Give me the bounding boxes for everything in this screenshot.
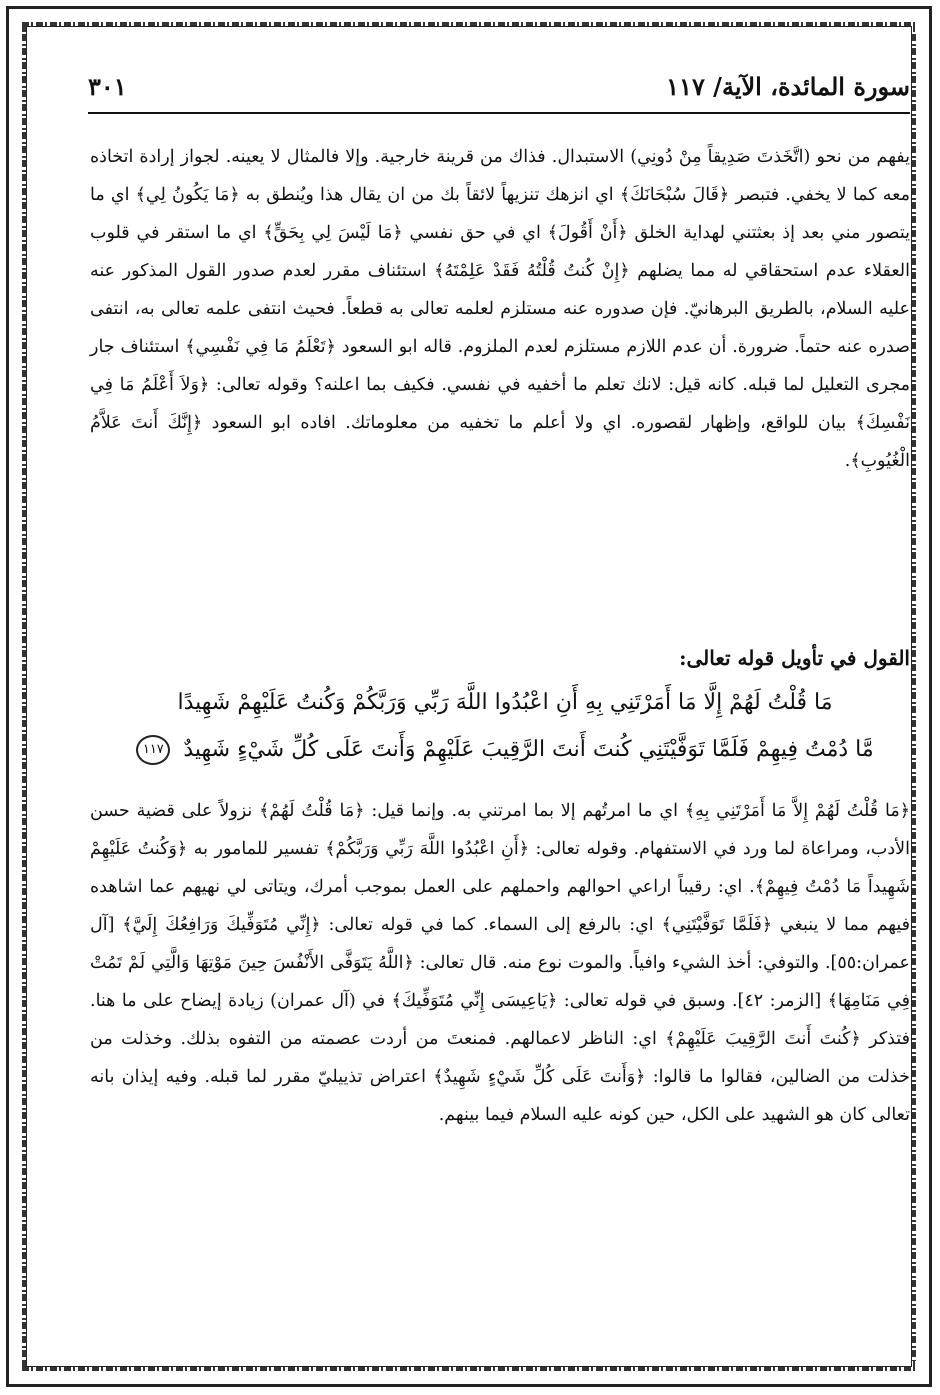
section-heading: القول في تأويل قوله تعالى: <box>679 646 910 670</box>
paragraph-text: ﴿مَا قُلْتُ لَهُمْ إِلاَّ مَا أَمَرْتَنِي بِهِ﴾ اي ما امرتُهم إلا بما امرتني به. وإنما قيل: ﴿مَا قُلْتُ لَهُمْ﴾ نزولاً على قضية حسن الأدب، ومراعاة لما ورد في الاستفهام. وقوله تعالى: ﴿أَنِ اعْبُدُوا اللَّهَ رَبِّي وَرَبَّكُمْ﴾ تفسير للمامور به ﴿وَكُنتُ عَلَيْهِمْ شَهِيداً مَا دُمْتُ فِيهِمْ﴾. اي: رقيباً اراعي احوالهم واحملهم على العمل بموجب أمرك، ويتاتى لي نهيهم عما اشاهده فيهم مما لا ينبغي ﴿فَلَمَّا تَوَفَّيْتَنِي﴾ اي: بالرفع إلى السماء. كما في قوله تعالى: ﴿إِنِّي مُتَوَفِّيكَ وَرَافِعُكَ إِلَيَّ﴾ [آل عمران:٥٥]. والتوفي: أخذ الشيء وافياً. والموت نوع منه. قال تعالى: ﴿اللَّهُ يَتَوَفَّى الأَنْفُسَ حِينَ مَوْتِهَا وَالَّتِي لَمْ تَمُتْ فِي مَنَامِهَا﴾ [الزمر: ٤٢]. وسبق في قوله تعالى: ﴿يَاعِيسَى إِنِّي مُتَوَفِّيكَ﴾ في (آل عمران) زيادة إيضاح على ما هنا. فتذكر ﴿كُنتَ أَنتَ الرَّقِيبَ عَلَيْهِمْ﴾ اي: الناظر لاعمالهم. فمنعتَ من أردت عصمته من التفوه بذلك. وخذلت من خذلت من الضالين، فقالوا ما قالوا: ﴿وَأَنتَ عَلَى كُلِّ شَيْءٍ شَهِيدٌ﴾ اعتراض تذييليّ مقرر لما قبله. وفيه إيذان بانه تعالى كان هو الشهيد على الكل، حين كونه عليه السلام فيما بينهم. <box>90 801 910 1125</box>
verse-line-2 <box>120 735 890 765</box>
page-number: ٣٠١ <box>88 72 127 101</box>
header-rule <box>88 112 910 114</box>
paragraph-text: يفهم من نحو (اتَّخَذتَ صَدِيقاً مِنْ دُونِي) الاستبدال. فذاك من قرينة خارجية. وإلا فالمثال لا يعينه. لجواز إرادة اتخاذه معه كما لا يخفي. فتبصر ﴿قَالَ سُبْحَانَكَ﴾ اي انزهك تنزيهاً لائقاً بك من ان يقال هذا ويُنطق به ﴿مَا يَكُونُ لِي﴾ اي ما يتصور مني بعد إذ بعثتني لهداية الخلق ﴿أَنْ أَقُولَ﴾ اي في حق نفسي ﴿مَا لَيْسَ لِي بِحَقٍّ﴾ اي ما استقر في قلوب العقلاء عدم استحقاقي له مما يضلهم ﴿إِنْ كُنتُ قُلْتُهُ فَقَدْ عَلِمْتَهُ﴾ استئناف مقرر لعدم صدور القول المذكور عنه عليه السلام، بالطريق البرهانيّ. فإن صدوره عنه مستلزم لعلمه تعالى به قطعاً. فحيث انتفى علمه تعالى به، انتفى صدره عنه حتماً. ضرورة. أن عدم اللازم مستلزم لعدم الملزوم. قاله ابو السعود ﴿تَعْلَمُ مَا فِي نَفْسِي﴾ استئناف جار مجرى التعليل لما قبله. كانه قيل: لانك تعلم ما أخفيه في نفسي. فكيف بما اعلنه؟ وقوله تعالى: ﴿وَلاَ أَعْلَمُ مَا فِي نَفْسِكَ﴾ بيان للواقع، وإظهار لقصوره. اي ولا أعلم ما تخفيه من معلوماتك. افاده ابو السعود ﴿إِنَّكَ أَنتَ عَلاَّمُ الْغُيُوبِ﴾. <box>90 147 910 471</box>
ayah-number-marker: ١١٧ <box>136 735 170 765</box>
verse-line-1: مَا قُلْتُ لَهُمْ إِلَّا مَا أَمَرْتَنِي بِهِ أَنِ اعْبُدُوا اللَّهَ رَبِّي وَرَبَّكُمْ وَكُنتُ عَلَيْهِمْ شَهِيدًا <box>177 690 833 715</box>
running-title: سورة المائدة، الآية/ ١١٧ <box>666 72 910 101</box>
commentary-paragraph-2 <box>90 792 910 1134</box>
commentary-paragraph-1 <box>90 138 910 480</box>
page-header <box>88 68 910 108</box>
verse-line-2-text: مَّا دُمْتُ فِيهِمْ فَلَمَّا تَوَفَّيْتَنِي كُنتَ أَنتَ الرَّقِيبَ عَلَيْهِمْ وَأَنتَ عَلَى كُلِّ شَيْءٍ شَهِيدٌ <box>183 737 874 762</box>
